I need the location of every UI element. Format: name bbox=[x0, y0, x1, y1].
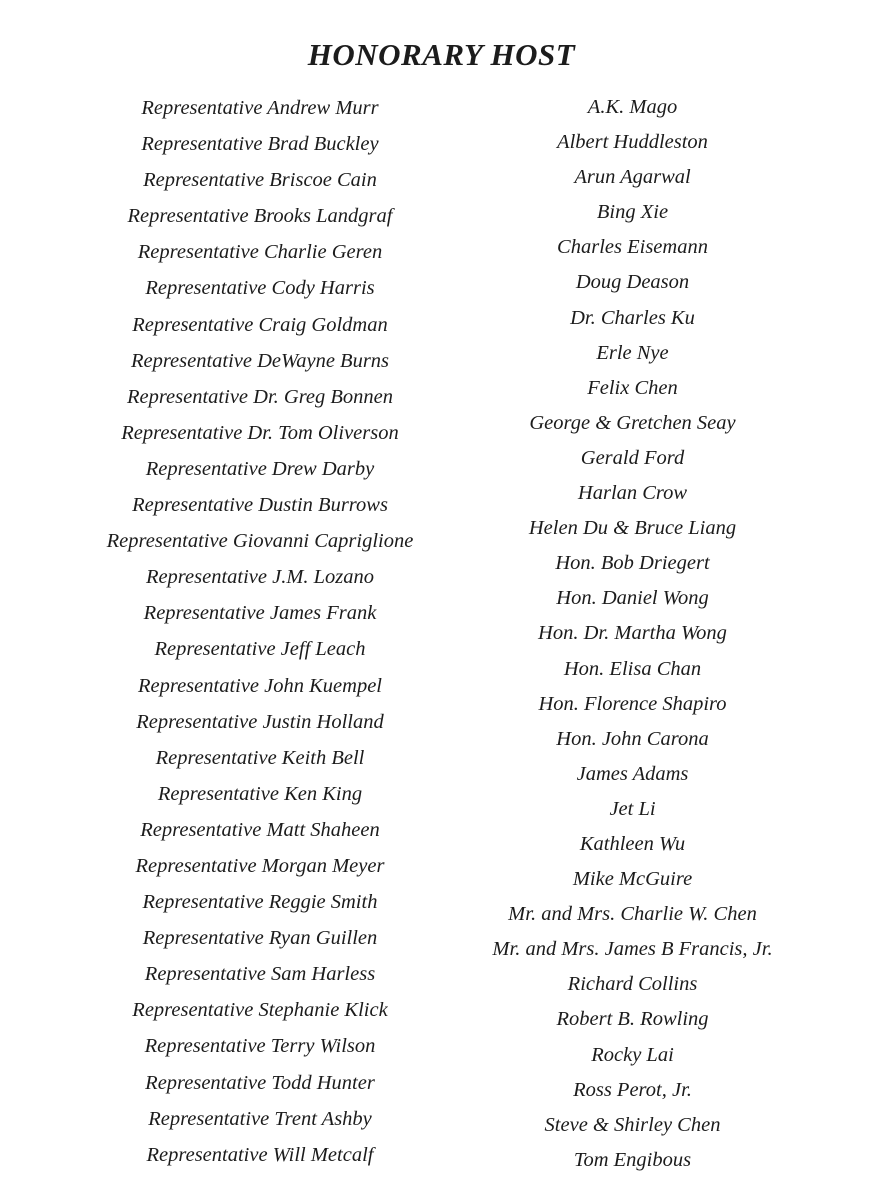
host-name: Representative Briscoe Cain bbox=[143, 169, 377, 192]
host-name: Representative Ryan Guillen bbox=[142, 927, 378, 950]
host-name: Representative Stephanie Klick bbox=[132, 999, 388, 1022]
host-name: Richard Collins bbox=[567, 973, 698, 996]
host-name: Representative Drew Darby bbox=[145, 457, 375, 480]
host-name: Mr. and Mrs. Charlie W. Chen bbox=[508, 903, 757, 926]
host-name: Hon. Florence Shapiro bbox=[538, 692, 727, 715]
host-name: Gerald Ford bbox=[580, 446, 685, 469]
host-name: Arun Agarwal bbox=[574, 166, 691, 189]
host-name: Representative Sam Harless bbox=[144, 963, 376, 986]
honorary-host-list-right bbox=[460, 90, 805, 1178]
host-name: Representative Cody Harris bbox=[145, 277, 375, 300]
host-name: Mike McGuire bbox=[572, 868, 693, 891]
host-name: Representative Giovanni Capriglione bbox=[106, 530, 414, 553]
host-name: Representative Craig Goldman bbox=[132, 313, 388, 336]
host-name: George & Gretchen Seay bbox=[529, 411, 736, 434]
host-name: Jet Li bbox=[609, 797, 656, 820]
host-name: Kathleen Wu bbox=[579, 832, 686, 855]
host-name: Representative Andrew Murr bbox=[141, 97, 379, 119]
host-name: Rocky Lai bbox=[591, 1043, 674, 1066]
host-name: Representative Reggie Smith bbox=[142, 891, 378, 914]
host-name: Charles Eisemann bbox=[557, 236, 708, 259]
host-name: Representative Terry Wilson bbox=[144, 1035, 376, 1058]
host-name: Helen Du & Bruce Liang bbox=[528, 517, 737, 540]
host-name: Steve & Shirley Chen bbox=[544, 1113, 721, 1136]
host-name: Representative Matt Shaheen bbox=[140, 818, 380, 841]
host-name: Representative Ken King bbox=[157, 782, 363, 805]
host-name: Hon. Daniel Wong bbox=[556, 587, 709, 610]
host-name: Representative Brad Buckley bbox=[141, 133, 379, 156]
host-name: Representative Dr. Greg Bonnen bbox=[126, 385, 394, 408]
host-name: Robert B. Rowling bbox=[556, 1008, 709, 1031]
host-name: Representative Jeff Leach bbox=[154, 638, 366, 661]
host-name: Bing Xie bbox=[596, 201, 669, 224]
host-name: Ross Perot, Jr. bbox=[573, 1078, 692, 1101]
host-name: James Adams bbox=[576, 762, 689, 785]
host-name: Tom Engibous bbox=[573, 1148, 692, 1171]
host-name: Hon. Dr. Martha Wong bbox=[538, 622, 727, 645]
host-name: Dr. Charles Ku bbox=[570, 306, 695, 329]
host-name: Representative Justin Holland bbox=[136, 710, 384, 733]
host-name: Harlan Crow bbox=[577, 482, 688, 505]
host-name: Erle Nye bbox=[596, 341, 669, 364]
host-name: Hon. John Carona bbox=[556, 727, 709, 750]
host-name: Hon. Bob Driegert bbox=[555, 552, 710, 575]
host-name: Representative Trent Ashby bbox=[148, 1107, 372, 1130]
honorary-host-list-left bbox=[40, 90, 480, 1173]
host-name: Representative J.M. Lozano bbox=[145, 566, 375, 589]
host-name: Representative Dustin Burrows bbox=[132, 494, 388, 517]
host-name: Representative Charlie Geren bbox=[137, 241, 383, 264]
host-name: Hon. Elisa Chan bbox=[563, 657, 702, 680]
host-name: A.K. Mago bbox=[587, 96, 678, 118]
host-name: Representative John Kuempel bbox=[137, 674, 383, 697]
host-name: Mr. and Mrs. James B Francis, Jr. bbox=[492, 938, 773, 961]
host-name: Representative Dr. Tom Oliverson bbox=[121, 421, 399, 444]
host-name: Doug Deason bbox=[575, 271, 690, 294]
host-name: Representative Will Metcalf bbox=[146, 1143, 374, 1166]
host-name: Representative Morgan Meyer bbox=[135, 854, 385, 877]
host-name: Felix Chen bbox=[587, 376, 678, 399]
host-name: Representative James Frank bbox=[143, 602, 377, 625]
host-name: Representative Keith Bell bbox=[155, 746, 365, 769]
host-name: Representative Brooks Landgraf bbox=[127, 205, 393, 228]
page-title: HONORARY HOST bbox=[307, 36, 576, 72]
host-name: Representative DeWayne Burns bbox=[130, 349, 390, 372]
host-name: Albert Huddleston bbox=[557, 131, 708, 154]
host-name: Representative Todd Hunter bbox=[145, 1071, 375, 1094]
